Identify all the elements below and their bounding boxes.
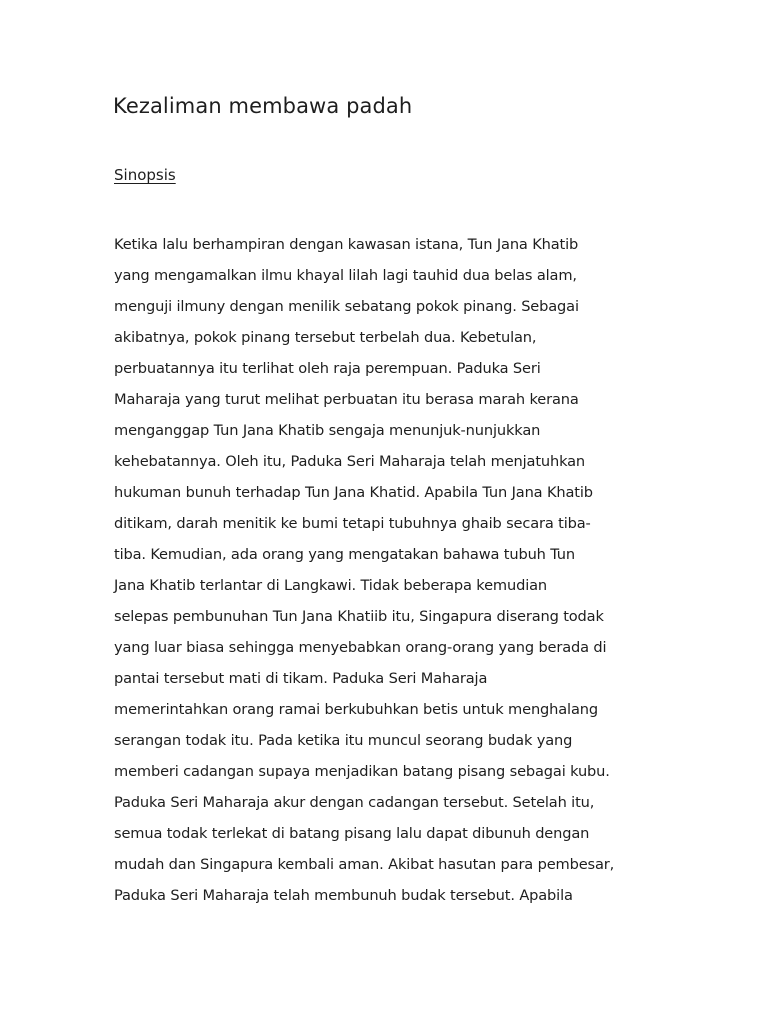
paragraph-line: yang mengamalkan ilmu khayal lilah lagi tauhid dua belas alam, — [114, 267, 577, 284]
paragraph-line: mudah dan Singapura kembali aman. Akibat hasutan para pembesar, — [114, 856, 615, 873]
paragraph-line: Paduka Seri Maharaja telah membunuh budak tersebut. Apabila — [114, 887, 573, 904]
paragraph-line: yang luar biasa sehingga menyebabkan orang-orang yang berada di — [114, 639, 607, 656]
paragraph-line: menganggap Tun Jana Khatib sengaja menunjuk-nunjukkan — [114, 422, 541, 439]
paragraph-line: tiba. Kemudian, ada orang yang mengatakan bahawa tubuh Tun — [114, 546, 576, 563]
paragraph-line: serangan todak itu. Pada ketika itu muncul seorang budak yang — [114, 732, 573, 749]
paragraph-line: selepas pembunuhan Tun Jana Khatiib itu, Singapura diserang todak — [114, 608, 604, 625]
paragraph-line: menguji ilmuny dengan menilik sebatang pokok pinang. Sebagai — [114, 298, 579, 315]
paragraph-line: akibatnya, pokok pinang tersebut terbelah dua. Kebetulan, — [114, 329, 537, 346]
paragraph-line: semua todak terlekat di batang pisang lalu dapat dibunuh dengan — [114, 825, 590, 842]
paragraph-line: Ketika lalu berhampiran dengan kawasan istana, Tun Jana Khatib — [114, 236, 579, 253]
paragraph-line: memberi cadangan supaya menjadikan batang pisang sebagai kubu. — [114, 763, 610, 780]
section-heading-sinopsis: Sinopsis — [114, 166, 176, 184]
document-title: Kezaliman membawa padah — [113, 94, 413, 118]
synopsis-paragraph — [114, 229, 674, 911]
paragraph-line: memerintahkan orang ramai berkubuhkan betis untuk menghalang — [114, 701, 598, 718]
paragraph-line: hukuman bunuh terhadap Tun Jana Khatid. Apabila Tun Jana Khatib — [114, 484, 593, 501]
paragraph-line: Jana Khatib terlantar di Langkawi. Tidak beberapa kemudian — [114, 577, 547, 594]
paragraph-line: ditikam, darah menitik ke bumi tetapi tubuhnya ghaib secara tiba- — [114, 515, 591, 532]
paragraph-line: Maharaja yang turut melihat perbuatan itu berasa marah kerana — [114, 391, 579, 408]
paragraph-line: kehebatannya. Oleh itu, Paduka Seri Maharaja telah menjatuhkan — [114, 453, 586, 470]
paragraph-line: perbuatannya itu terlihat oleh raja perempuan. Paduka Seri — [114, 360, 541, 377]
paragraph-line: Paduka Seri Maharaja akur dengan cadangan tersebut. Setelah itu, — [114, 794, 595, 811]
paragraph-line: pantai tersebut mati di tikam. Paduka Seri Maharaja — [114, 670, 488, 687]
